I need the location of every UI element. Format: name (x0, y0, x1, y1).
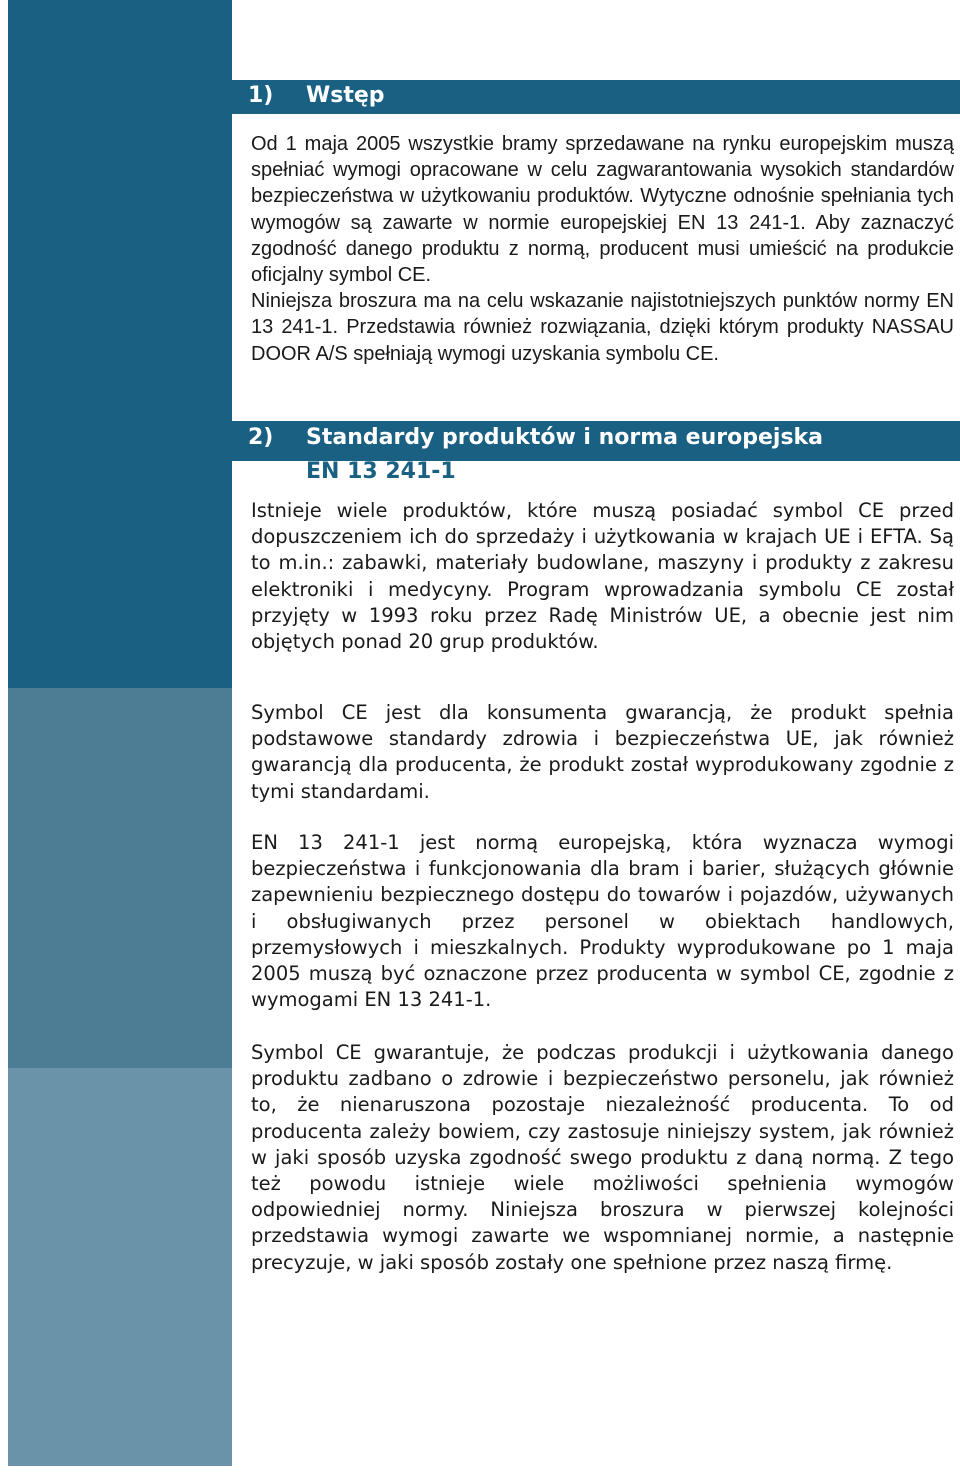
section-1-paragraph-b: Niniejsza broszura ma na celu wskazanie najistotniejszych punktów normy EN 13 241-1. Przedstawia również rozwiązania, dzięki którym produkty NASSAU DOOR A/S spełniają wymogi uzyskania symbolu CE. (251, 290, 954, 365)
sidebar-band-light (8, 1068, 232, 1466)
section-2-number: 2) (248, 425, 274, 450)
section-2-title-line2: EN 13 241-1 (306, 459, 456, 484)
section-2-paragraph-4: Symbol CE gwarantuje, że podczas produkcji i użytkowania danego produktu zadbano o zdrowie i bezpieczeństwo personelu, jak również to, że nienaruszona pozostaje niezależność producenta. To od producenta zależy bowiem, czy zastosuje niniejszy system, jak również w jaki sposób uzyska zgodność swego produktu z daną normą. Z tego też powodu istnieje wiele możliwości spełnienia wymogów odpowiedniej normy. Niniejsza broszura w pierwszej kolejności przedstawia wymogi zawarte we wspomnianej normie, a następnie precyzuje, w jaki sposób zostały one spełnione przez naszą firmę. (251, 1041, 954, 1274)
section-2-paragraph-3: EN 13 241-1 jest normą europejską, która wyznacza wymogi bezpieczeństwa i funkcjonowania dla bram i barier, służących głównie zapewnieniu bezpiecznego dostępu do towarów i pojazdów, używanych i obsługiwanych przez personel w obiektach handlowych, przemysłowych i mieszkalnych. Produkty wyprodukowane po 1 maja 2005 muszą być oznaczone przez producenta w symbol CE, zgodnie z wymogami EN 13 241-1. (251, 831, 954, 1012)
sidebar-band-mid (8, 688, 232, 1068)
section-2-title-line1: Standardy produktów i norma europejska (306, 425, 824, 450)
section-1-title: Wstęp (306, 83, 385, 108)
section-1-number: 1) (248, 83, 274, 108)
sidebar-band-dark (8, 0, 232, 688)
section-1-heading (232, 80, 960, 114)
section-2-paragraph-1: Istnieje wiele produktów, które muszą posiadać symbol CE przed dopuszczeniem ich do sprzedaży i użytkowania w krajach UE i EFTA. Są to m.in.: zabawki, materiały budowlane, maszyny i produkty z zakresu elektroniki i medycyny. Program wprowadzania symbolu CE został przyjęty w 1993 roku przez Radę Ministrów UE, a obecnie jest nim objętych ponad 20 grup produktów. (251, 499, 954, 654)
section-2-paragraph-2: Symbol CE jest dla konsumenta gwarancją, że produkt spełnia podstawowe standardy zdrowia i bezpieczeństwa UE, jak również gwarancją dla producenta, że produkt został wyprodukowany zgodnie z tymi standardami. (251, 701, 954, 803)
sidebar-decoration (8, 0, 232, 1466)
section-1-paragraph-a: Od 1 maja 2005 wszystkie bramy sprzedawane na rynku europejskim muszą spełniać wymogi opracowane w celu zagwarantowania wysokich standardów bezpieczeństwa w użytkowaniu produktów. Wytyczne odnośnie spełniania tych wymogów są zawarte w normie europejskiej EN 13 241-1. Aby zaznaczyć zgodność danego produktu z normą, producent musi umieścić na produkcie oficjalny symbol CE. (251, 133, 954, 287)
section-1-body (251, 131, 954, 367)
section-2-heading (232, 421, 960, 485)
